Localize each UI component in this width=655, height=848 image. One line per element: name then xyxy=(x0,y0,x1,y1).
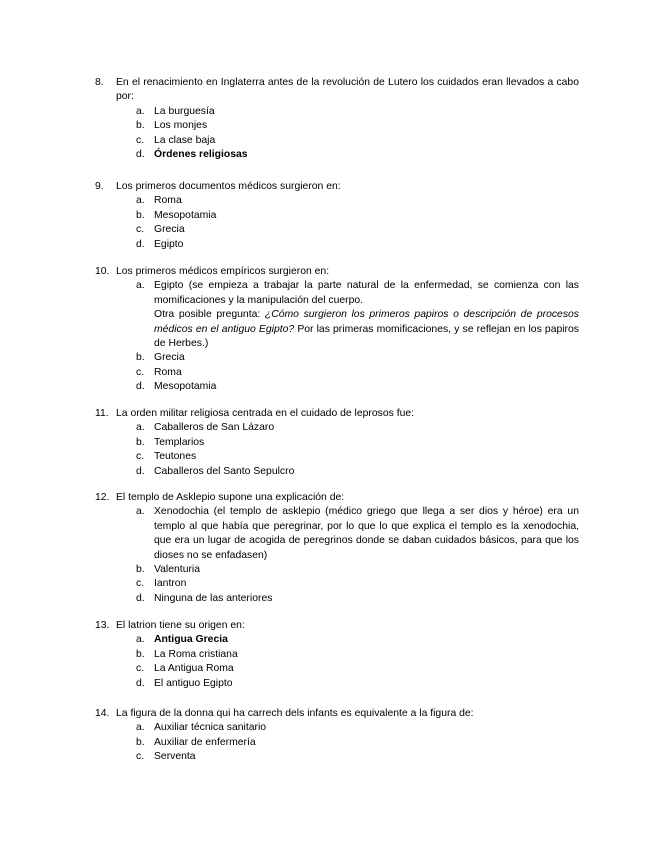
options-list xyxy=(95,194,579,252)
question-number: 13. xyxy=(95,620,110,631)
question-number: 10. xyxy=(95,266,110,277)
option-d-correct: d. Órdenes religiosas xyxy=(136,149,248,161)
option-c: c. Iantron xyxy=(136,578,187,590)
question-9 xyxy=(95,180,579,252)
question-text: 8. En el renacimiento en Inglaterra antes de la revolución de Lutero los cuidados eran llevados a cabo por: xyxy=(95,77,579,103)
option-b: b. Auxiliar de enfermería xyxy=(136,736,256,748)
question-number: 9. xyxy=(95,181,104,192)
question-10 xyxy=(95,265,579,395)
option-b: b. Grecia xyxy=(136,352,185,364)
option-c: c. La clase baja xyxy=(136,134,216,146)
option-c: c. La Antigua Roma xyxy=(136,663,234,675)
options-list xyxy=(95,105,579,163)
option-b: b. Los monjes xyxy=(136,120,208,132)
option-c: c. Roma xyxy=(136,366,182,378)
option-b: b. Mesopotamia xyxy=(136,209,217,221)
option-b: b. Valenturia xyxy=(136,564,201,576)
question-text: 11. La orden militar religiosa centrada en el cuidado de leprosos fue: xyxy=(95,407,579,421)
option-d: d. Mesopotamia xyxy=(136,381,217,393)
option-a-correct: a. Egipto (se empieza a trabajar la parte natural de la enfermedad, se comienza con las momificaciones y la manipulación del cuerpo. Otra posible pregunta: ¿Cómo surgieron los primeros papiros o descripción de procesos médicos en el antiguo Egipto? Por las primeras momificaciones, y se reflejan en los papiros de Herbes.) xyxy=(95,279,579,351)
options-list xyxy=(95,505,579,606)
question-14 xyxy=(95,707,579,765)
option-a-correct: a. Antigua Grecia xyxy=(136,634,228,646)
option-c: c. Teutones xyxy=(136,451,197,463)
option-d: d. Caballeros del Santo Sepulcro xyxy=(136,465,295,477)
question-text: 9. Los primeros documentos médicos surgieron en: xyxy=(95,180,579,194)
option-b: b. La Roma cristiana xyxy=(136,648,238,660)
option-a: a. Auxiliar técnica sanitario xyxy=(136,722,267,734)
option-note: Otra posible pregunta: ¿Cómo surgieron los primeros papiros o descripción de procesos médicos en el antiguo Egipto? Por las primeras momificaciones, y se reflejan en los papiros de Herbes.) xyxy=(154,309,580,350)
question-11 xyxy=(95,407,579,479)
question-number: 11. xyxy=(95,408,109,419)
question-text: 12. El templo de Asklepio supone una explicación de: xyxy=(95,491,579,505)
option-c: c. Grecia xyxy=(136,224,185,236)
question-13 xyxy=(95,619,579,691)
question-number: 8. xyxy=(95,77,104,88)
question-8 xyxy=(95,76,579,162)
option-c: c. Serventa xyxy=(136,751,196,763)
options-list xyxy=(95,421,579,479)
option-d: d. Ninguna de las anteriores xyxy=(136,592,273,604)
option-a-correct: a. Caballeros de San Lázaro xyxy=(136,422,275,434)
option-b: b. Templarios xyxy=(136,436,205,448)
options-list xyxy=(95,721,579,764)
option-a-correct: a. Xenodochia (el templo de asklepio (médico griego que llega a ser dios y héroe) era un templo al que había que peregrinar, por lo que lo que explica el templo es la xenodochia, que era un lugar de acogida de peregrinos donde se daban cuidados básicos, para que los dioses no se enfadasen) xyxy=(136,506,579,561)
question-number: 12. xyxy=(95,492,110,503)
options-list xyxy=(95,633,579,691)
option-a: a. Roma xyxy=(136,195,182,207)
option-d: d. Egipto xyxy=(136,238,184,250)
question-text: 10. Los primeros médicos empíricos surgieron en: xyxy=(95,265,579,279)
question-12 xyxy=(95,491,579,606)
options-list xyxy=(95,279,579,394)
option-a: a. La burguesía xyxy=(136,105,215,117)
question-number: 14. xyxy=(95,708,110,719)
question-text: 14. La figura de la donna qui ha carrech dels infants es equivalente a la figura de: xyxy=(95,707,579,721)
option-d: d. El antiguo Egipto xyxy=(136,677,233,689)
question-text: 13. El latrion tiene su origen en: xyxy=(95,619,579,633)
